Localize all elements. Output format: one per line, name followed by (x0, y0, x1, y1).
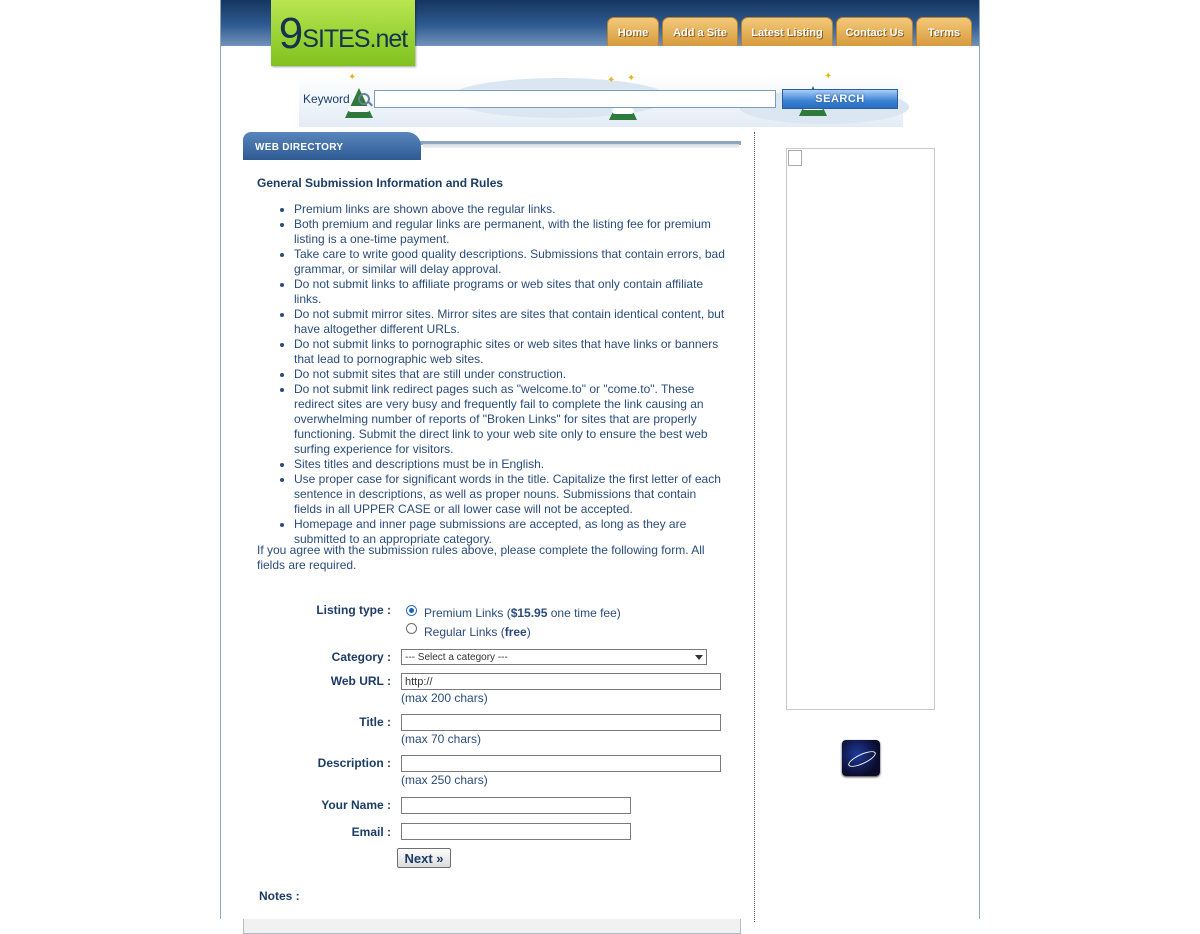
regular-price: free (504, 625, 527, 639)
list-item: • Use proper case for significant words in the title. Capitalize the first letter of each sentence in descriptions, as well as proper nouns. Submissions that contain fields in all UPPER CASE or all lower case will not be accepted. (294, 472, 727, 517)
nav-contact-us[interactable]: Contact Us (836, 17, 913, 46)
premium-radio[interactable] (406, 605, 417, 616)
your-name-input[interactable] (401, 797, 631, 814)
list-item: • Homepage and inner page submissions are accepted, as long as they are submitted to an appropriate category. (294, 517, 727, 547)
list-item: • Do not submit sites that are still under construction. (294, 367, 727, 382)
agree-text: If you agree with the submission rules above, please complete the following form. All fields are required. (257, 543, 705, 572)
chevron-down-icon (695, 655, 703, 660)
list-item: • Do not submit mirror sites. Mirror sites are sites that contain identical content, but have altogether different URLs. (294, 307, 727, 337)
list-item: • Do not submit link redirect pages such as "welcome.to" or "come.to". These redirect sites are very busy and frequently fail to complete the link causing an overwhelming number of reports of "Broken Links" for sites that are properly functioning. Submit the direct link to your web site only to ensure the best web surfing experience for visitors. (294, 382, 727, 457)
site-logo[interactable] (271, 0, 415, 66)
panel-top-shade (423, 144, 739, 148)
next-button[interactable]: Next » (397, 848, 451, 868)
snow-decoration (612, 108, 634, 114)
logo-text: SITES.net (302, 25, 408, 53)
list-item: • Do not submit links to pornographic sites or web sites that have links or banners that lead to pornographic web sites. (294, 337, 727, 367)
main-content (243, 132, 741, 922)
category-select[interactable] (401, 649, 707, 665)
nav-terms[interactable]: Terms (916, 17, 972, 46)
badge-ring (846, 748, 877, 770)
email-label: Email : (351, 825, 391, 839)
nav-home[interactable]: Home (607, 17, 659, 46)
page-wrapper (220, 0, 980, 919)
category-selected-value: --- Select a category --- (405, 651, 508, 663)
description-input[interactable] (401, 755, 721, 772)
snow-decoration (348, 106, 370, 112)
nav-add-a-site[interactable]: Add a Site (662, 17, 738, 46)
ad-banner[interactable] (786, 148, 935, 710)
list-item: • Take care to write good quality descriptions. Submissions that contain errors, bad grammar, or similar will delay approval. (294, 247, 727, 277)
listing-type-label: Listing type : (316, 603, 391, 617)
search-button[interactable]: SEARCH (782, 89, 898, 109)
notes-heading: Notes : (259, 889, 300, 903)
title-input[interactable] (401, 714, 721, 731)
magnifier-icon (358, 93, 370, 105)
list-item: • Sites titles and descriptions must be in English. (294, 457, 727, 472)
web-url-input[interactable] (401, 673, 721, 690)
web-url-hint: (max 200 chars) (401, 691, 488, 705)
logo-number: 9 (278, 9, 303, 58)
rules-heading: General Submission Information and Rules (257, 176, 504, 190)
main-nav (607, 17, 972, 46)
section-tab-web-directory: WEB DIRECTORY (243, 132, 421, 160)
regular-radio[interactable] (406, 623, 417, 634)
email-input[interactable] (401, 823, 631, 840)
planet-badge-icon[interactable] (842, 740, 880, 776)
title-hint: (max 70 chars) (401, 732, 482, 746)
premium-suffix: one time fee) (547, 606, 621, 620)
title-label: Title : (359, 715, 391, 729)
star-icon: ✦ (824, 71, 833, 82)
star-icon: ✦ (627, 73, 636, 84)
your-name-label: Your Name : (321, 798, 391, 812)
rules-list (257, 202, 727, 547)
premium-option-label[interactable] (424, 606, 621, 620)
regular-suffix: ) (526, 625, 531, 639)
keyword-label: Keyword (303, 92, 350, 106)
broken-image-icon (788, 150, 802, 166)
list-item: • Both premium and regular links are permanent, with the listing fee for premium listing is a one-time payment. (294, 217, 727, 247)
category-label: Category : (331, 650, 391, 664)
description-hint: (max 250 chars) (401, 773, 488, 787)
star-icon: ✦ (607, 75, 616, 86)
column-divider (754, 132, 755, 922)
list-item: • Do not submit links to affiliate programs or web sites that only contain affiliate links. (294, 277, 727, 307)
premium-price: $15.95 (510, 606, 548, 620)
regular-option-label[interactable] (424, 625, 531, 639)
regular-prefix: Regular Links ( (424, 625, 505, 639)
keyword-input[interactable] (374, 90, 776, 108)
description-label: Description : (317, 756, 391, 770)
premium-prefix: Premium Links ( (424, 606, 511, 620)
list-item: • Premium links are shown above the regular links. (294, 202, 727, 217)
nav-latest-listing[interactable]: Latest Listing (741, 17, 833, 46)
star-icon: ✦ (348, 72, 357, 83)
web-url-label: Web URL : (330, 674, 391, 688)
